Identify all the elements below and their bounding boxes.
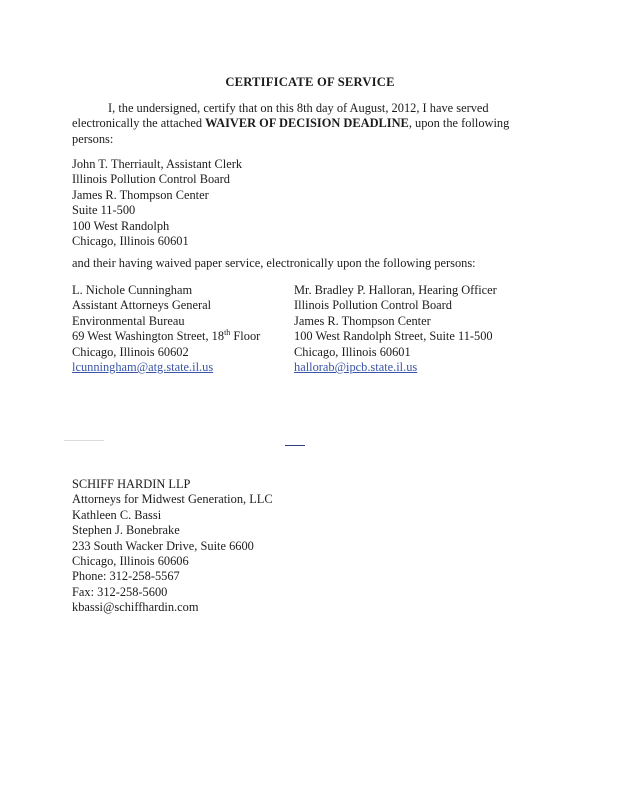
firm-line: SCHIFF HARDIN LLP	[72, 477, 191, 491]
right-recipient-address	[294, 283, 544, 375]
firm-signature-block	[72, 477, 542, 616]
firm-line: Kathleen C. Bassi	[72, 507, 162, 522]
address-line: John T. Therriault, Assistant Clerk	[72, 157, 243, 171]
street-text: 69 West Washington Street, 18	[72, 329, 225, 344]
recipient-street	[72, 329, 287, 344]
firm-line: Chicago, Illinois 60606	[72, 554, 189, 569]
recipient-email-link[interactable]: hallorab@ipcb.state.il.us	[294, 360, 418, 375]
faint-divider	[64, 440, 104, 441]
firm-line: 233 South Wacker Drive, Suite 6600	[72, 538, 254, 553]
street-floor: Floor	[230, 329, 261, 344]
address-line: James R. Thompson Center	[72, 187, 209, 202]
certificate-title: CERTIFICATE OF SERVICE	[225, 75, 395, 89]
recipient-name: L. Nichole Cunningham	[72, 283, 193, 297]
intro-paragraph	[72, 101, 542, 147]
recipient-building: James R. Thompson Center	[294, 313, 431, 328]
recipient-city: Chicago, Illinois 60602	[72, 344, 189, 359]
intro-document-name: WAIVER OF DECISION DEADLINE	[205, 116, 409, 131]
address-line: Chicago, Illinois 60601	[72, 234, 189, 249]
recipient-bureau: Environmental Bureau	[72, 313, 185, 328]
firm-line: Phone: 312-258-5567	[72, 569, 180, 584]
recipient-name: Mr. Bradley P. Halloran, Hearing Officer	[294, 283, 497, 297]
intro-text-after: , upon the following persons:	[72, 116, 510, 146]
recipient-city: Chicago, Illinois 60601	[294, 344, 411, 359]
ordinal-suffix: th	[224, 328, 231, 338]
signature-line	[285, 445, 305, 446]
firm-line: Stephen J. Bonebrake	[72, 523, 180, 538]
firm-line: Attorneys for Midwest Generation, LLC	[72, 492, 273, 507]
recipient-org: Illinois Pollution Control Board	[294, 298, 452, 313]
recipient-street: 100 West Randolph Street, Suite 11-500	[294, 329, 493, 344]
primary-recipient-address	[72, 157, 542, 249]
waived-service-text: and their having waived paper service, electronically upon the following persons:	[72, 256, 476, 270]
firm-line: Fax: 312-258-5600	[72, 584, 168, 599]
address-line: Illinois Pollution Control Board	[72, 172, 230, 187]
address-line: Suite 11-500	[72, 203, 136, 218]
recipient-title: Assistant Attorneys General	[72, 298, 212, 313]
address-line: 100 West Randolph	[72, 218, 170, 233]
firm-line: kbassi@schiffhardin.com	[72, 600, 199, 615]
recipient-email-link[interactable]: lcunningham@atg.state.il.us	[72, 360, 214, 375]
left-recipient-address	[72, 283, 287, 375]
intro-text-before: I, the undersigned, certify that on this 8th day of August, 2012, I have served electronically the attached	[72, 101, 489, 131]
